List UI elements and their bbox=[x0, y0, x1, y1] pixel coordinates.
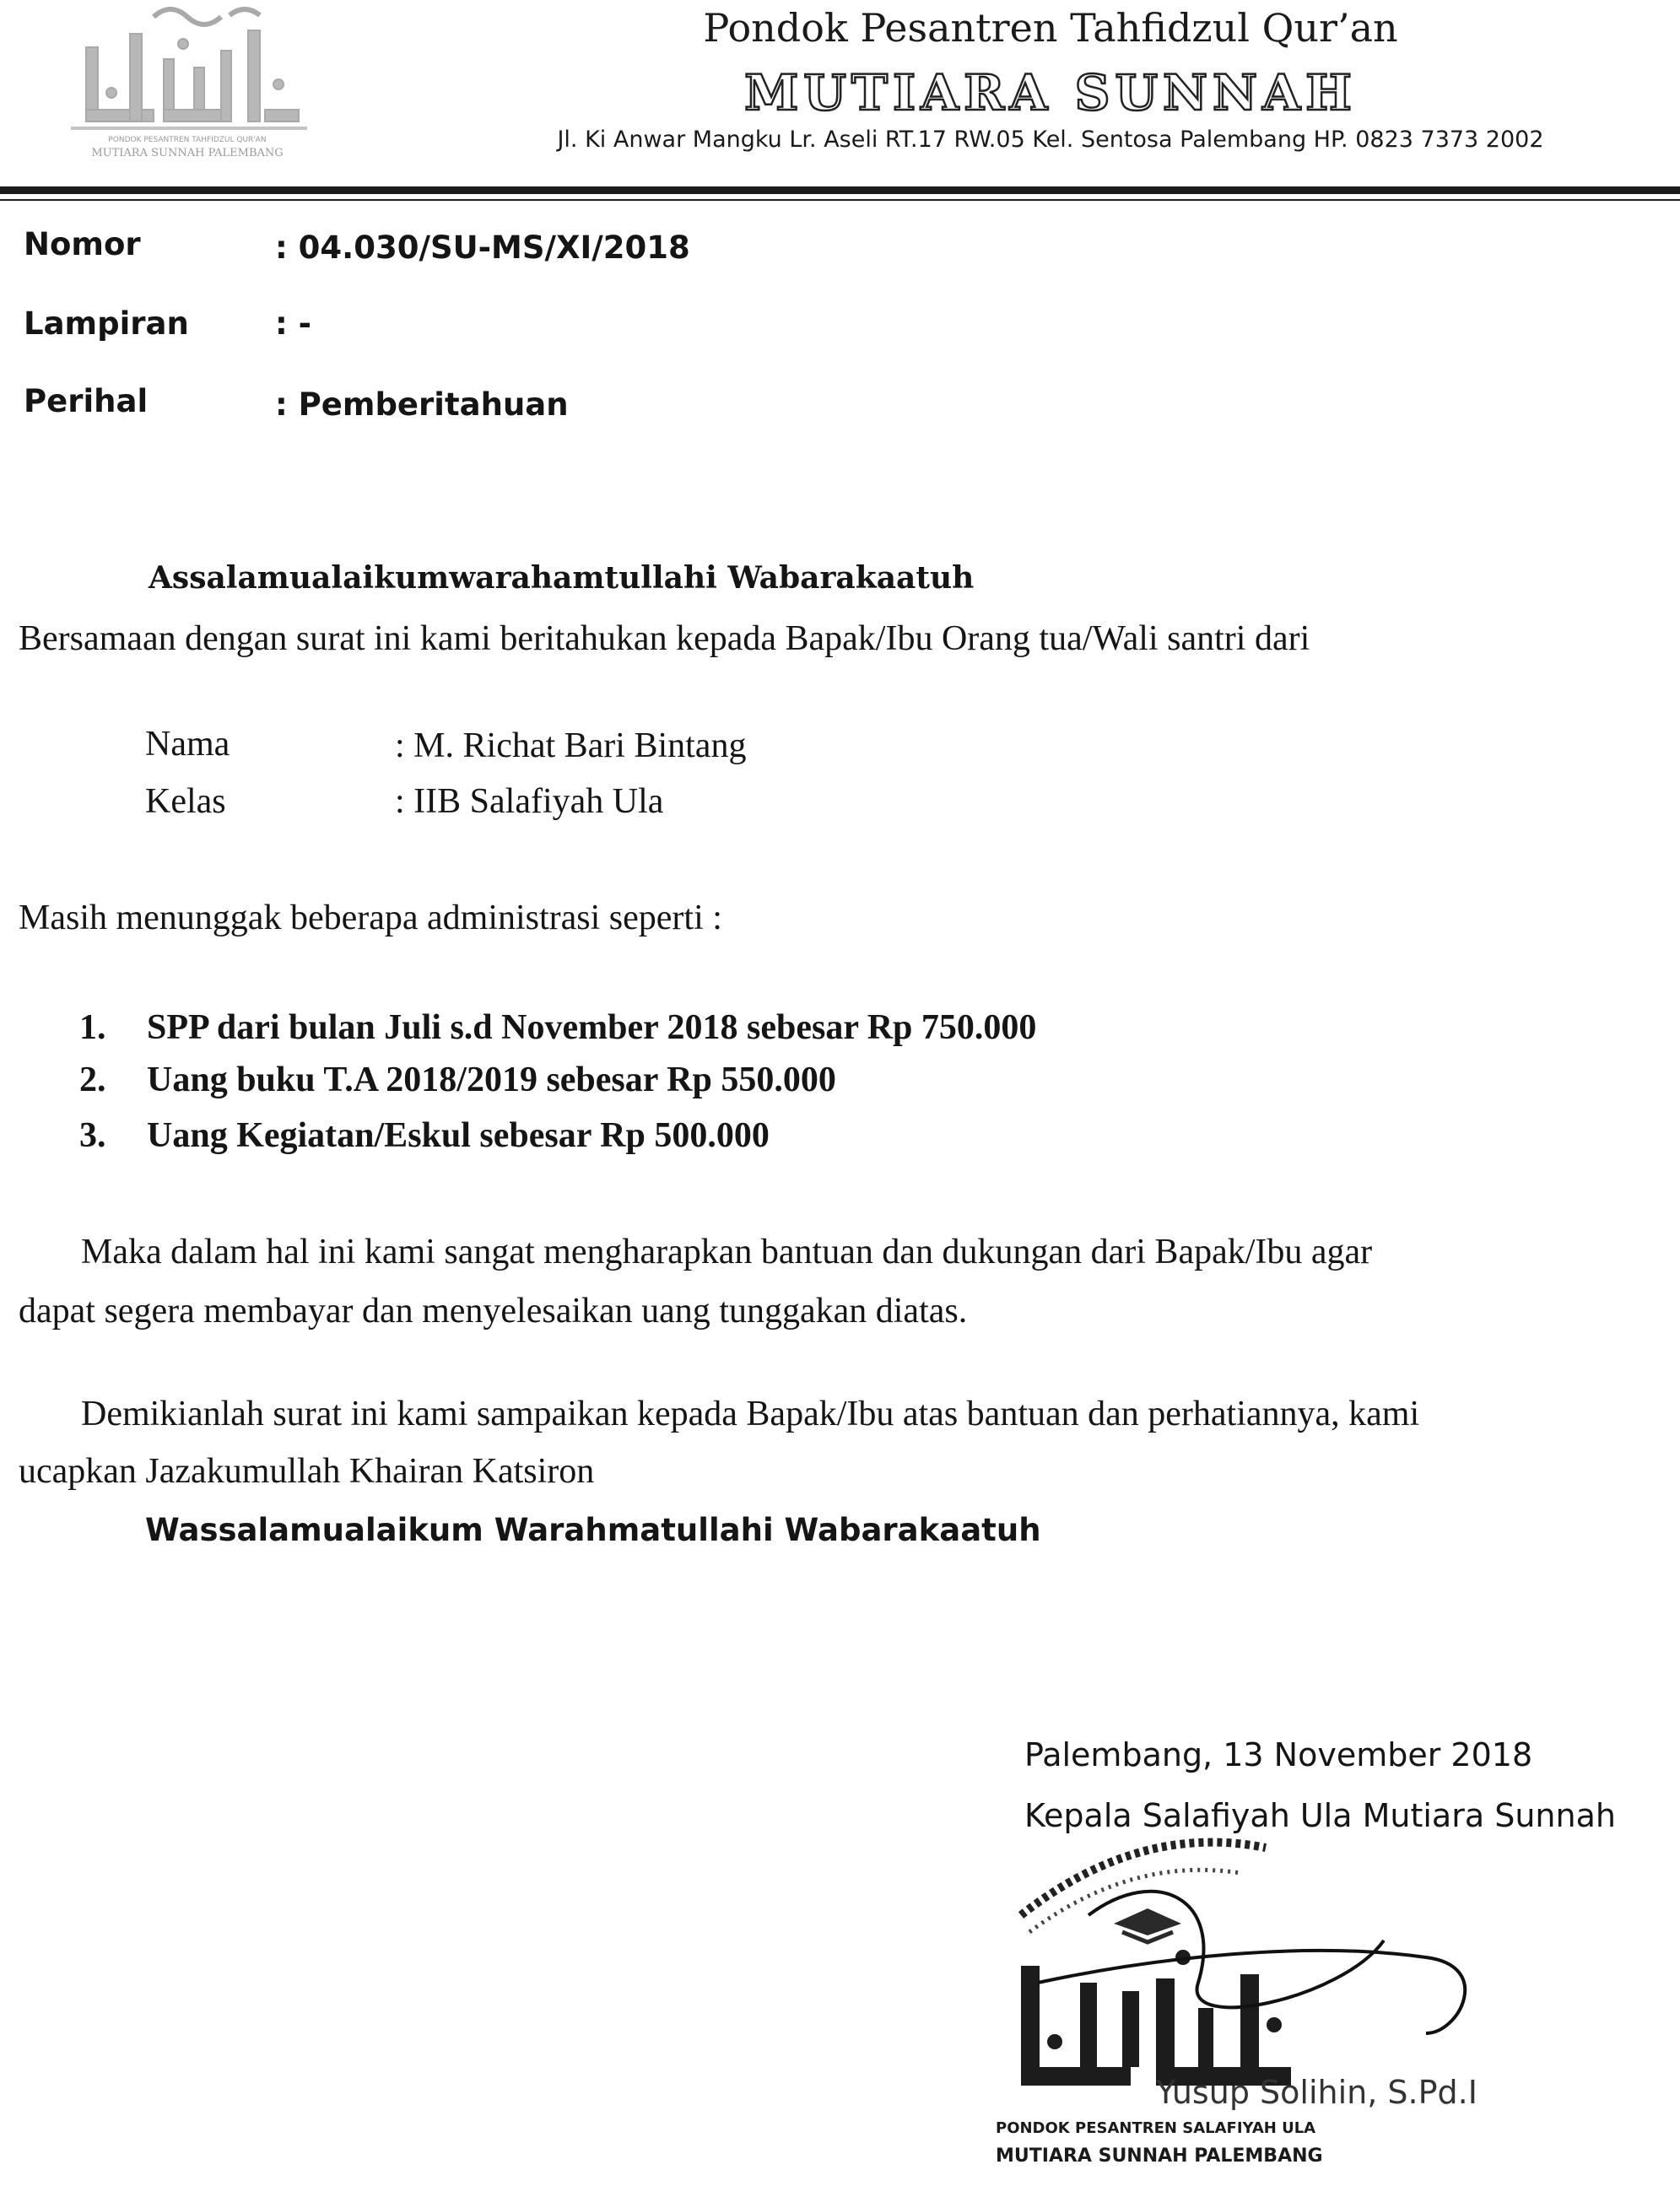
perihal-label: Perihal bbox=[24, 383, 149, 419]
logo-caption-top: PONDOK PESANTREN TAHFIDZUL QUR'AN bbox=[108, 136, 267, 144]
student-class-value: : IIB Salafiyah Ula bbox=[395, 782, 664, 821]
student-name-value: : M. Richat Bari Bintang bbox=[395, 726, 747, 765]
place-date: Palembang, 13 November 2018 bbox=[1024, 1736, 1533, 1773]
intro-paragraph: Bersamaan dengan surat ini kami beritahukan kepada Bapak/Ibu Orang tua/Wali santri dari bbox=[19, 619, 1310, 658]
closing-salutation: Wassalamualaikum Warahmatullahi Wabarakaatuh bbox=[145, 1512, 1041, 1548]
signer-position: Kepala Salafiyah Ula Mutiara Sunnah bbox=[1024, 1797, 1616, 1834]
perihal-value: : Pemberitahuan bbox=[275, 386, 569, 423]
greeting: Assalamualaikumwarahamtullahi Wabarakaatuh bbox=[149, 560, 975, 596]
list-item-activities: Uang Kegiatan/Eskul sebesar Rp 500.000 bbox=[147, 1116, 770, 1155]
list-item-number: 2. bbox=[79, 1061, 106, 1099]
organization-logo bbox=[52, 0, 321, 169]
closing-paragraph-line1: Demikianlah surat ini kami sampaikan kepada Bapak/Ibu atas bantuan dan perhatiannya, kami bbox=[81, 1395, 1420, 1433]
header-divider-thin bbox=[0, 199, 1680, 201]
request-paragraph-line1: Maka dalam hal ini kami sangat mengharapkan bantuan dan dukungan dari Bapak/Ibu agar bbox=[81, 1233, 1373, 1271]
lampiran-value: : - bbox=[275, 305, 312, 342]
list-item-number: 1. bbox=[79, 1008, 106, 1047]
lampiran-label: Lampiran bbox=[24, 305, 189, 342]
request-paragraph-line2: dapat segera membayar dan menyelesaikan uang tunggakan diatas. bbox=[19, 1292, 968, 1330]
list-item-books: Uang buku T.A 2018/2019 sebesar Rp 550.000 bbox=[147, 1061, 836, 1099]
stamp-caption-bottom: MUTIARA SUNNAH PALEMBANG bbox=[996, 2146, 1323, 2167]
organization-address: Jl. Ki Anwar Mangku Lr. Aseli RT.17 RW.05 Kel. Sentosa Palembang HP. 0823 7373 2002 bbox=[557, 127, 1544, 153]
list-item-spp: SPP dari bulan Juli s.d November 2018 sebesar Rp 750.000 bbox=[147, 1008, 1037, 1047]
header-divider-thick bbox=[0, 186, 1680, 194]
nomor-label: Nomor bbox=[24, 226, 141, 262]
signer-name: Yusup Solihin, S.Pd.I bbox=[1156, 2074, 1477, 2111]
stamp-caption-top: PONDOK PESANTREN SALAFIYAH ULA bbox=[996, 2119, 1316, 2137]
nomor-value: : 04.030/SU-MS/XI/2018 bbox=[275, 229, 690, 266]
student-class-label: Kelas bbox=[145, 782, 226, 821]
list-item-number: 3. bbox=[79, 1116, 106, 1155]
closing-paragraph-line2: ucapkan Jazakumullah Khairan Katsiron bbox=[19, 1452, 595, 1491]
official-stamp-and-signature bbox=[987, 1814, 1510, 2185]
logo-caption-bottom: MUTIARA SUNNAH PALEMBANG bbox=[91, 147, 284, 159]
student-name-label: Nama bbox=[145, 725, 230, 764]
organization-type: Pondok Pesantren Tahfidzul Qur’an bbox=[703, 5, 1398, 51]
organization-name: MUTIARA SUNNAH bbox=[744, 64, 1357, 121]
pending-intro: Masih menunggak beberapa administrasi seperti : bbox=[19, 899, 722, 937]
